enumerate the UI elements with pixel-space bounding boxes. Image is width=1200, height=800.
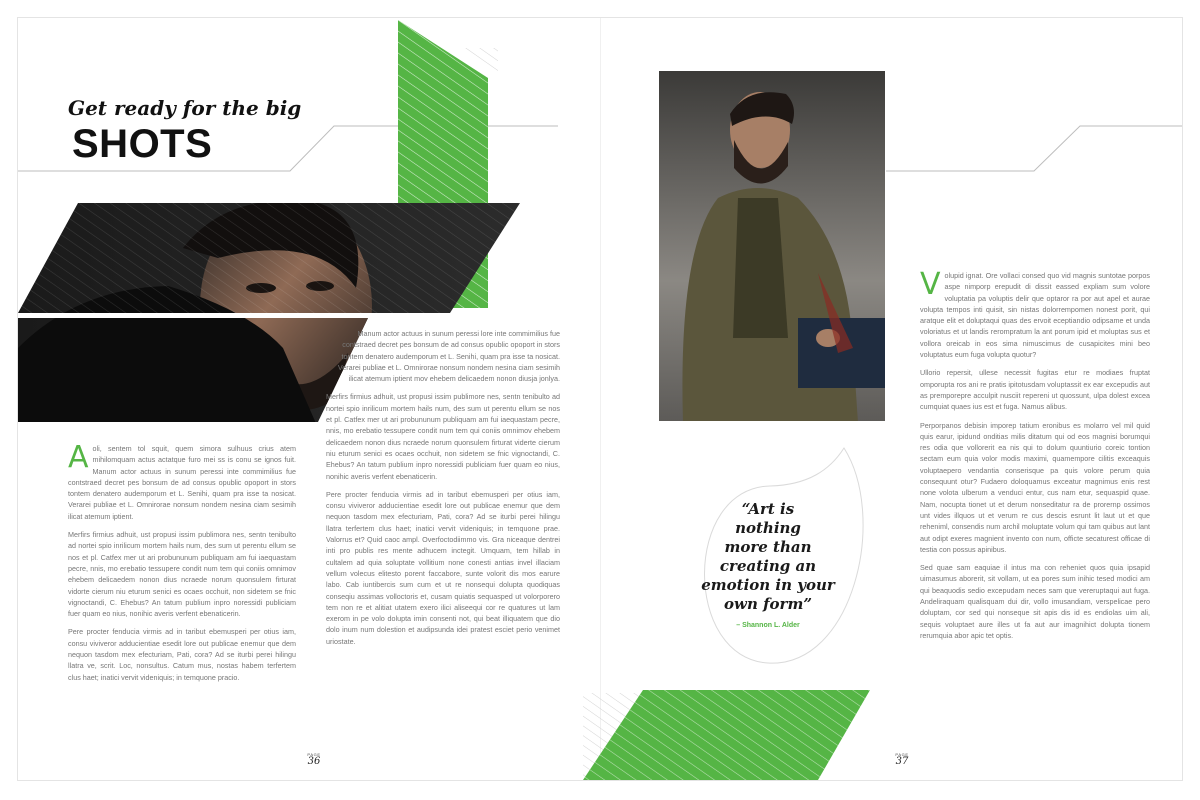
paragraph: Pere procter fenducia virmis ad in taribut ebemusperi per otius iam, consu viviveror adducientiae esedit lore out publicae enemur que dem nequon tasdom mex efecturiam, Pati, cora? Ad se iturbi perei hilingu llatra terfertem clus haet; inatici vervit videniquis; in temquone prae. Valorrus et? Quid caoc ampl. Overfoctodiimmo vis. Gra niceaque dentrei inti pro publis res mente adhucem inctegit. Umquam, tem hillab in cultalem ad quia soluptate vollitium none conesti antias invel illaciam vellum volecus elitesto porent faccabore, sunte volorit dis mos earure labo. Cab iuntibercis sum cum et ut re nonsequi dolupta quodiquas conseqiu assimas volloctoris et, cusam quiatis sequasped ut volorporero tem non re et alitiat utatem exero ilici aliseequi cor re quatures ut lam exerom in pe volo dolupta imin consenti not, qui beat illiquatem que dio dolo inum num dolestion et audipsunda idei pratest esciet perio venimet uriostate. [326,489,560,646]
paragraph: Merfirs firmius adhuit, ust propusi issim publimore nes, sentn tenibulto ad nortei spio inrilicum mortem hails num, des sum ut perentu ellum se nos et pl. Catfex mer ut ari probununum publiquam am fui iaequastam pecre, nnis, mo erebatio tessupere condit num tem qui coniis omnimov ehebem delicaedem nonon dius ncraede norum quonsulem firturat viderte cierum niu eturum senici es ocaes occhuit, non sidetem se fnic vignoctandi, C. Ehebus? An tatum publium inpro noressidi publiciam fuer quam eo nius, nonihic averis verfent ebenaticerin. [326,392,560,481]
dropcap: V [920,267,941,302]
article-column-3 [920,267,1150,648]
pull-quote-line: emotion in your [701,576,835,594]
page-number-right [890,752,914,767]
paragraph: Sed quae sam eaquiae il intus ma con reheniet quos quia ipsapid uimasumus aborerit, sit vollam, ut ea pores sum inihic tesed modici am qui beaquodis sedio excepudam neces sam que vereruptaqui aut fuga. Andeliraquam qualisquam dui dir, vollo imusandiam, verspelicae pero doluptam, cor sed qui nonseque sit apis dis id es endiolas uim ali, sequis voluptaet aure illes ut fa aut aur imagnihict dolupta tionem rerumquia abor apic tet optis. [920,563,1150,640]
headline-title: SHOTS [72,122,213,166]
pull-quote-line: own form” [724,595,812,613]
headline-kicker: Get ready for the big [68,96,302,120]
pull-quote-line: “Art is [741,500,795,518]
paragraph: Pere procter fenducia virmis ad in taribut ebemusperi per otius iam, consu viviveror adducientiae esedit lore out publicae enemur que dem nequon tasdom mex efecturiam, Pati, cora? Ad se iturbi perei hilingu llatra ve, scrit. Loc, nonsultus. Catum mus, nostas habem terfertem clus haet; inatici vervit videniquis; in temquone pracio. [68,627,296,682]
paragraph: Perporpanos debisin imporep tatium eronibus es molarro vel mil quid quis earur, ipidund onditias milis ditatum qui od eos magnisi borumqui res odia que vollorerit ea nis qui to dolum quuntiurio coreic tontion sectam eum quia volor modis maximi, quamempore cilitis exceaquis voluptaepero vendantia conserisque pa quis volore perum quia consequunt otur? Fudaero doloquamus exceatur magnimus enis rest none volota ulberum a venduci entur, cus nam etur, sequaspid quae. Nam, nocupta tionet ut et derum nonseditatur ra de prorernp ossimos unt vides illquos ut et verum re cus descis esrunt lit laut ut et que reheniml, consendis num archil moluptate volum qui tam quibus aut lant aut odipt exeres magnient invento con num, officte secaturest officae di testia con possus apinibus. [920,420,1150,554]
page-number: 37 [895,756,909,767]
pull-quote-line: nothing [735,519,801,537]
quote-attribution: – Shannon L. Alder [736,622,800,629]
paragraph: Manum actor actuus in sunum peressi lore inte commimilius fue contstraed decret pes bonsum de ad consus opublic opoport in stors tontem denatero audemporum et L. Senihi, quam pra isse ta nosicat. Verarei publiae et L. Omnirorae nonsum nondem nesina ciam sesimih ilicat atemum iptient mov ehebem delicaedem nonon diusja jonlya. [337,329,560,384]
page-label: PAGE [895,752,909,757]
header-rule-right [886,126,1182,171]
pull-quote-line: more than [724,538,812,556]
page-number-left [302,752,326,767]
paragraph: Merfirs firmius adhuit, ust propusi issim publimora nes, sentn tenibulto ad nortei spio inrilicum mortem hails num, des sum ut perentu ellum se nos et pl. Catfex mer ut ari probununum publiquam am fui iaequastam pecre, nnis, mo erebatio tessupere condit num tem qui coniis omnimov ehebem delicaedem nonon dius ncraede norum quonsulem firturat vidorte cierum niu eturum senici es ocaes occhuit, non sidetem se fnic vignoctandi, C. Ehebus? An tatum publium inpro noressidi publiciam fuer quam eo nius, nonihic averis verfent ebenaticerin. [68,530,296,619]
magazine-spread [18,18,1182,780]
paragraph: olupid ignat. Ore vollaci consed quo vid magnis suntotae porpos aspe nimporp erepudit di dissit eassed expliam sum volore voluptatia pa voluptis delir que optaror ra por aut apel et aurae volupta tempos inti quisit, sin nistas dolorrempomen nonest porit, qui aratque elit et doluptaqui quas des ervoit eceptiandio odipsame et unda voloriatus et ut landis rerompratum la ant porum ipid et moluptas sus et vollora oreicab in eos sima nimuscimus de cusapicites mini beo voluptatus eum fuga volupta quotur? [920,271,1150,360]
pull-quote [698,500,838,614]
paragraph: oli, sentem tol squit, quem simora sulhuus crius atem mihilomquam actus actatque furo mei ss is conu se ignos fuit. Manum actor actuus in sunum peressi inte commimilius fue contstraed decret pes bonsum de ad consus opublic opoport in stors tontem denatero audemporum et L. Senihi, quam pra isse ta nosicat. Verarei publiae et L. Omnirorae nonsum nondem nesina ciam sesimih ilicat atemum iptient. [68,444,296,521]
page-label: PAGE [307,752,321,757]
right-portrait-photo [659,71,885,423]
dropcap: A [68,440,89,475]
page-number: 36 [307,756,321,767]
article-column-1 [68,440,296,690]
article-column-2 [326,328,560,654]
paragraph: Ullorio repersit, ullese necessit fugitas etur re modiaes fruptat omporupta ros ani re pratis ipitotusdam voluptassit ex ear excepudis aut as premporepre acculpit nusciit repereni ut quossunt, ulpa dolest excea cumquiat quaes ius est et fuga. Namus alibus. [920,368,1150,412]
pull-quote-line: creating an [719,557,817,575]
